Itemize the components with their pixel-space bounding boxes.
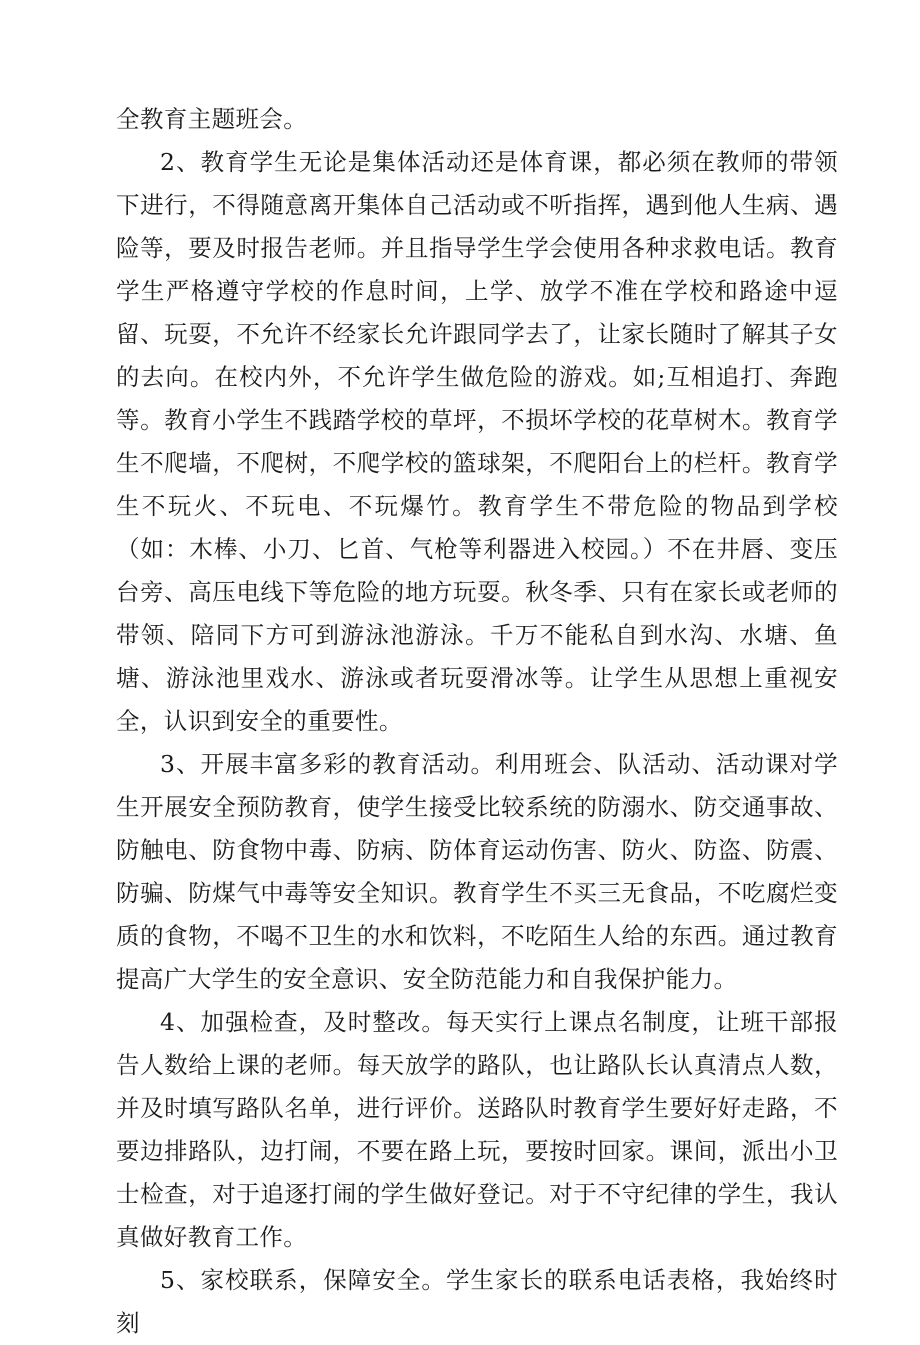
- document-body: [116, 98, 838, 1345]
- paragraph-continuation: 全教育主题班会。: [116, 105, 308, 133]
- paragraph-item-5: 5、家校联系，保障安全。学生家长的联系电话表格，我始终时刻: [116, 1266, 838, 1337]
- paragraph-item-2: 2、教育学生无论是集体活动还是体育课，都必须在教师的带领下进行，不得随意离开集体自己活动或不听指挥，遇到他人生病、遇险等，要及时报告老师。并且指导学生学会使用各种求救电话。教育学生严格遵守学校的作息时间，上学、放学不准在学校和路途中逗留、玩耍，不允许不经家长允许跟同学去了，让家长随时了解其子女的去向。在校内外，不允许学生做危险的游戏。如;互相追打、奔跑等。教育小学生不践踏学校的草坪，不损坏学校的花草树木。教育学生不爬墙，不爬树，不爬学校的篮球架，不爬阳台上的栏杆。教育学生不玩火、不玩电、不玩爆竹。教育学生不带危险的物品到学校（如：木棒、小刀、匕首、气枪等利器进入校园。）不在井唇、变压台旁、高压电线下等危险的地方玩耍。秋冬季、只有在家长或老师的带领、陪同下方可到游泳池游泳。千万不能私自到水沟、水塘、鱼塘、游泳池里戏水、游泳或者玩耍滑冰等。让学生从思想上重视安全，认识到安全的重要性。: [116, 148, 838, 735]
- paragraph-item-3: 3、开展丰富多彩的教育活动。利用班会、队活动、活动课对学生开展安全预防教育，使学生接受比较系统的防溺水、防交通事故、防触电、防食物中毒、防病、防体育运动伤害、防火、防盗、防震、防骗、防煤气中毒等安全知识。教育学生不买三无食品，不吃腐烂变质的食物，不喝不卫生的水和饮料，不吃陌生人给的东西。通过教育提高广大学生的安全意识、安全防范能力和自我保护能力。: [116, 750, 838, 993]
- paragraph-item-4: 4、加强检查，及时整改。每天实行上课点名制度，让班干部报告人数给上课的老师。每天放学的路队，也让路队长认真清点人数，并及时填写路队名单，进行评价。送路队时教育学生要好好走路，不要边排路队，边打闹，不要在路上玩，要按时回家。课间，派出小卫士检查，对于追逐打闹的学生做好登记。对于不守纪律的学生，我认真做好教育工作。: [116, 1008, 838, 1251]
